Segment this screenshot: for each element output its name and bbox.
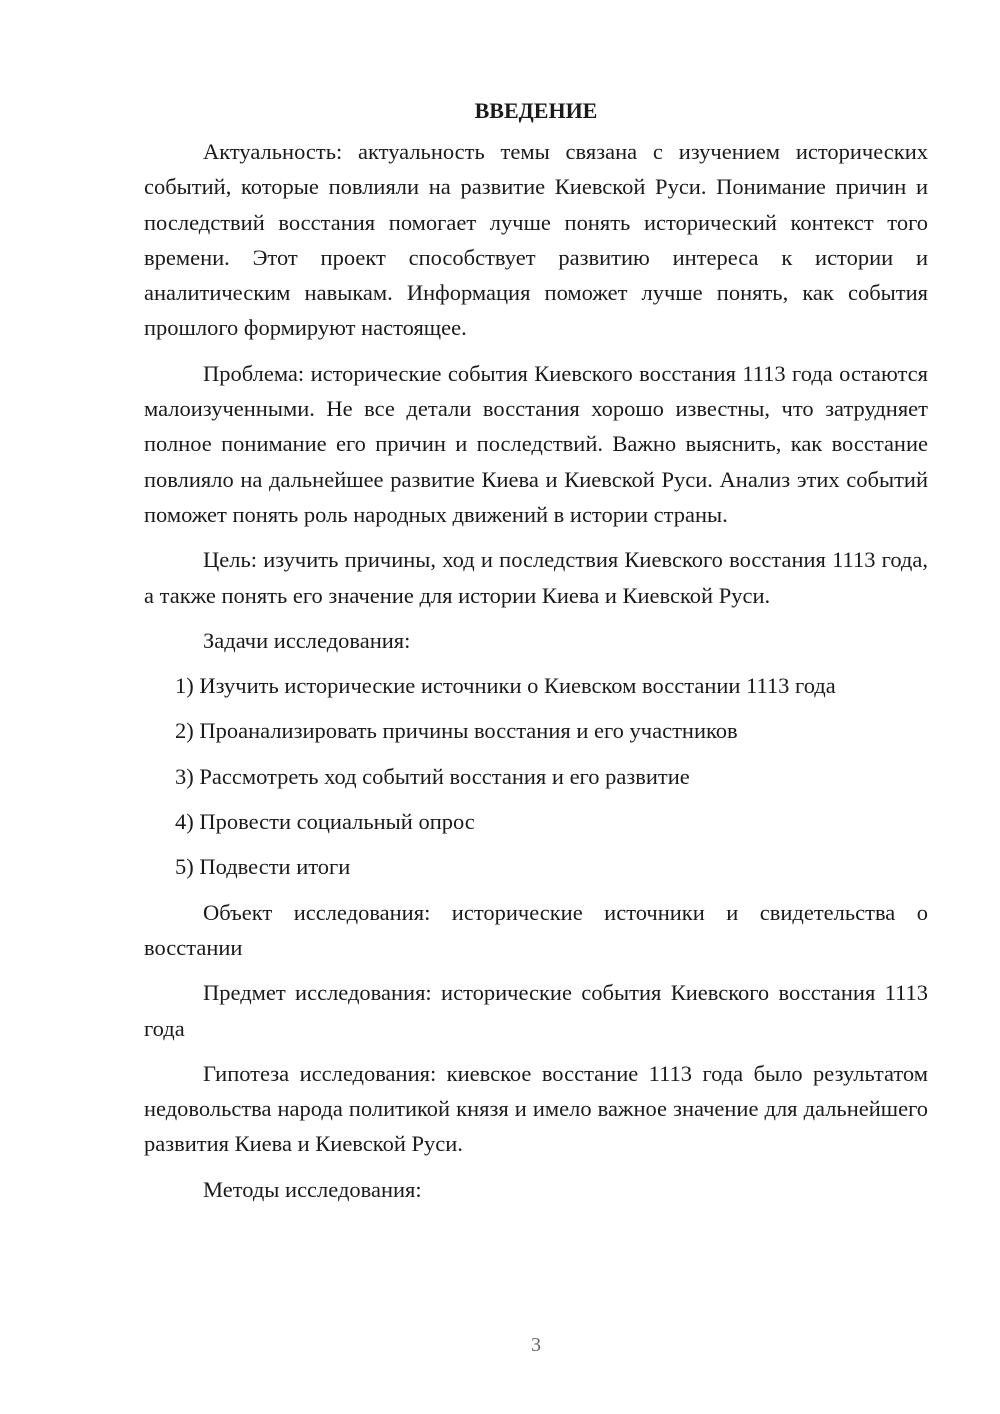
page-content — [144, 96, 928, 1217]
paragraph-problem: Проблема: исторические события Киевского восстания 1113 года остаются малоизученными. Не все детали восстания хорошо известны, что затрудняет полное понимание его причин и последствий. Важно выяснить, как восстание повлияло на дальнейшее развитие Киева и Киевской Руси. Анализ этих событий поможет понять роль народных движений в истории страны. — [144, 360, 928, 527]
paragraph-relevance: Актуальность: актуальность темы связана с изучением исторических событий, которые повлияли на развитие Киевской Руси. Понимание причин и последствий восстания помогает лучше понять исторический контекст того времени. Этот проект способствует развитию интереса к истории и аналитическим навыкам. Информация поможет лучше понять, как события прошлого формируют настоящее. — [144, 139, 928, 341]
task-item: 4) Провести социальный опрос — [175, 809, 475, 835]
task-item: 5) Подвести итоги — [175, 854, 351, 880]
task-item: 3) Рассмотреть ход событий восстания и его развитие — [175, 763, 690, 789]
paragraph-hypothesis: Гипотеза исследования: киевское восстание 1113 года было результатом недовольства народа политикой князя и имело важное значение для дальнейшего развития Киева и Киевской Руси. — [144, 1060, 928, 1157]
paragraph-methods: Методы исследования: — [203, 1176, 422, 1202]
task-item: 1) Изучить исторические источники о Киевском восстании 1113 года — [175, 673, 836, 699]
paragraph-subject: Предмет исследования: исторические события Киевского восстания 1113 года — [144, 980, 928, 1041]
page-number: 3 — [531, 1334, 541, 1356]
paragraph-goal: Цель: изучить причины, ход и последствия Киевского восстания 1113 года, а также понять его значение для истории Киева и Киевской Руси. — [144, 547, 928, 608]
paragraph-object: Объект исследования: исторические источники и свидетельства о восстании — [144, 899, 928, 960]
paragraph-tasks-heading: Задачи исследования: — [203, 627, 411, 653]
task-item: 2) Проанализировать причины восстания и его участников — [175, 718, 738, 744]
section-title: ВВЕДЕНИЕ — [474, 98, 598, 123]
